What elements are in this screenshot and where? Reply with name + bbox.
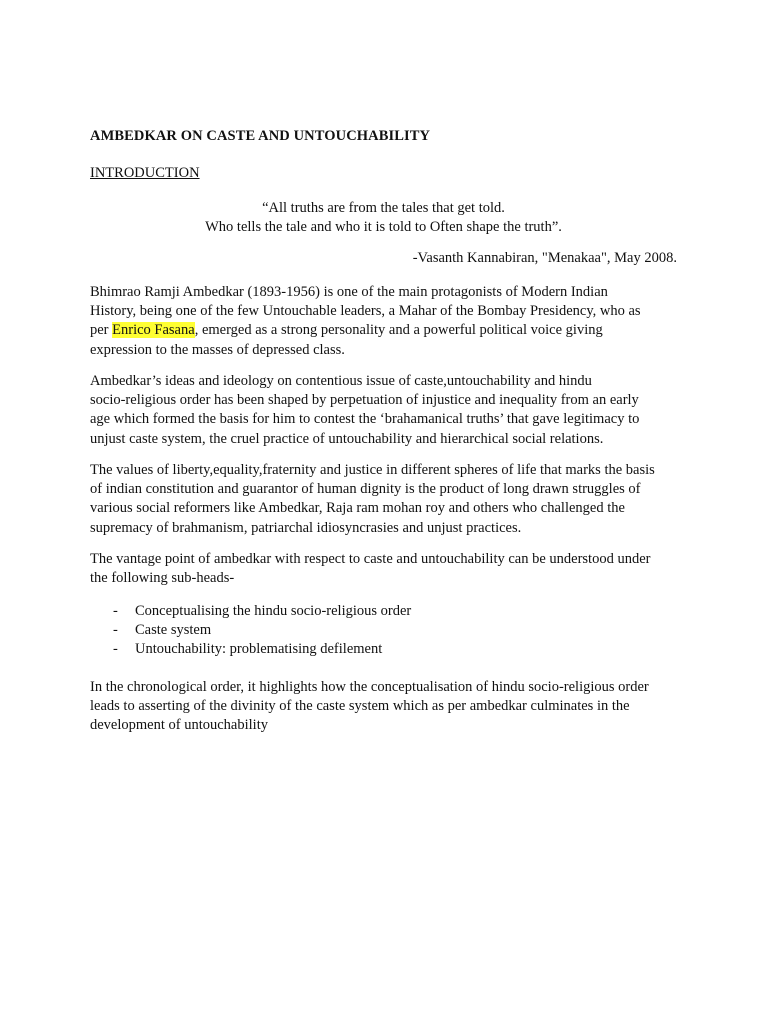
sub-heads-list: [90, 602, 411, 660]
text-fragment: , emerged as a strong personality and a powerful political voice giving: [194, 322, 603, 339]
paragraph-line: various social reformers like Ambedkar, Raja ram mohan roy and others who challenged the: [90, 500, 625, 517]
paragraph-line: The vantage point of ambedkar with respect to caste and untouchability can be understood under: [90, 551, 651, 567]
list-item-text: Conceptualising the hindu socio-religious order: [135, 603, 412, 619]
paragraph-chronological: [90, 678, 682, 736]
epigraph-line: Who tells the tale and who it is told to Often shape the truth”.: [205, 219, 562, 235]
text-fragment: per: [90, 322, 113, 339]
paragraph-line: unjust caste system, the cruel practice of untouchability and hierarchical social relations.: [90, 430, 604, 447]
list-item: [90, 640, 411, 659]
paragraph-line: the following sub-heads-: [90, 570, 235, 587]
bullet-marker: -: [113, 641, 118, 658]
paragraph-line: Bhimrao Ramji Ambedkar (1893-1956) is one of the main protagonists of Modern Indian: [90, 284, 608, 300]
paragraph-line: In the chronological order, it highlights how the conceptualisation of hindu socio-religious order: [90, 679, 649, 695]
paragraph-line: development of untouchability: [90, 717, 268, 734]
highlighted-name: Enrico Fasana: [112, 322, 195, 339]
paragraph-line: age which formed the basis for him to contest the ‘brahamanical truths’ that gave legitimacy to: [90, 411, 640, 428]
paragraph-line: Ambedkar’s ideas and ideology on contentious issue of caste,untouchability and hindu: [90, 373, 592, 389]
paragraph-ideology: [90, 372, 682, 449]
paragraph-line: supremacy of brahmanism, patriarchal idiosyncrasies and unjust practices.: [90, 519, 522, 536]
bullet-marker: -: [113, 622, 118, 639]
list-item-text: Caste system: [135, 622, 212, 639]
paragraph-values: [90, 461, 682, 538]
paragraph-line: socio-religious order has been shaped by perpetuation of injustice and inequality from an early: [90, 392, 639, 409]
list-item-text: Untouchability: problematising defilement: [135, 641, 383, 658]
paragraph-vantage-point: [90, 550, 682, 588]
paragraph-intro: [90, 283, 682, 360]
list-item: [90, 602, 411, 621]
paragraph-line: of indian constitution and guarantor of human dignity is the product of long drawn struggles of: [90, 481, 641, 498]
list-item: [90, 621, 411, 640]
epigraph-attribution: -Vasanth Kannabiran, "Menakaa", May 2008.: [412, 250, 677, 266]
epigraph-line: “All truths are from the tales that get told.: [262, 200, 505, 216]
epigraph-quote: [90, 199, 677, 237]
paragraph-line: History, being one of the few Untouchable leaders, a Mahar of the Bombay Presidency, who as: [90, 303, 641, 320]
paragraph-line: expression to the masses of depressed class.: [90, 341, 345, 358]
paragraph-line: The values of liberty,equality,fraternity and justice in different spheres of life that marks the basis: [90, 462, 655, 478]
bullet-marker: -: [113, 603, 118, 619]
paragraph-line: leads to asserting of the divinity of the caste system which as per ambedkar culminates in the: [90, 698, 630, 715]
document-title: AMBEDKAR ON CASTE AND UNTOUCHABILITY: [90, 128, 431, 144]
section-heading-introduction: INTRODUCTION: [90, 165, 200, 181]
paragraph-line: [90, 321, 682, 340]
